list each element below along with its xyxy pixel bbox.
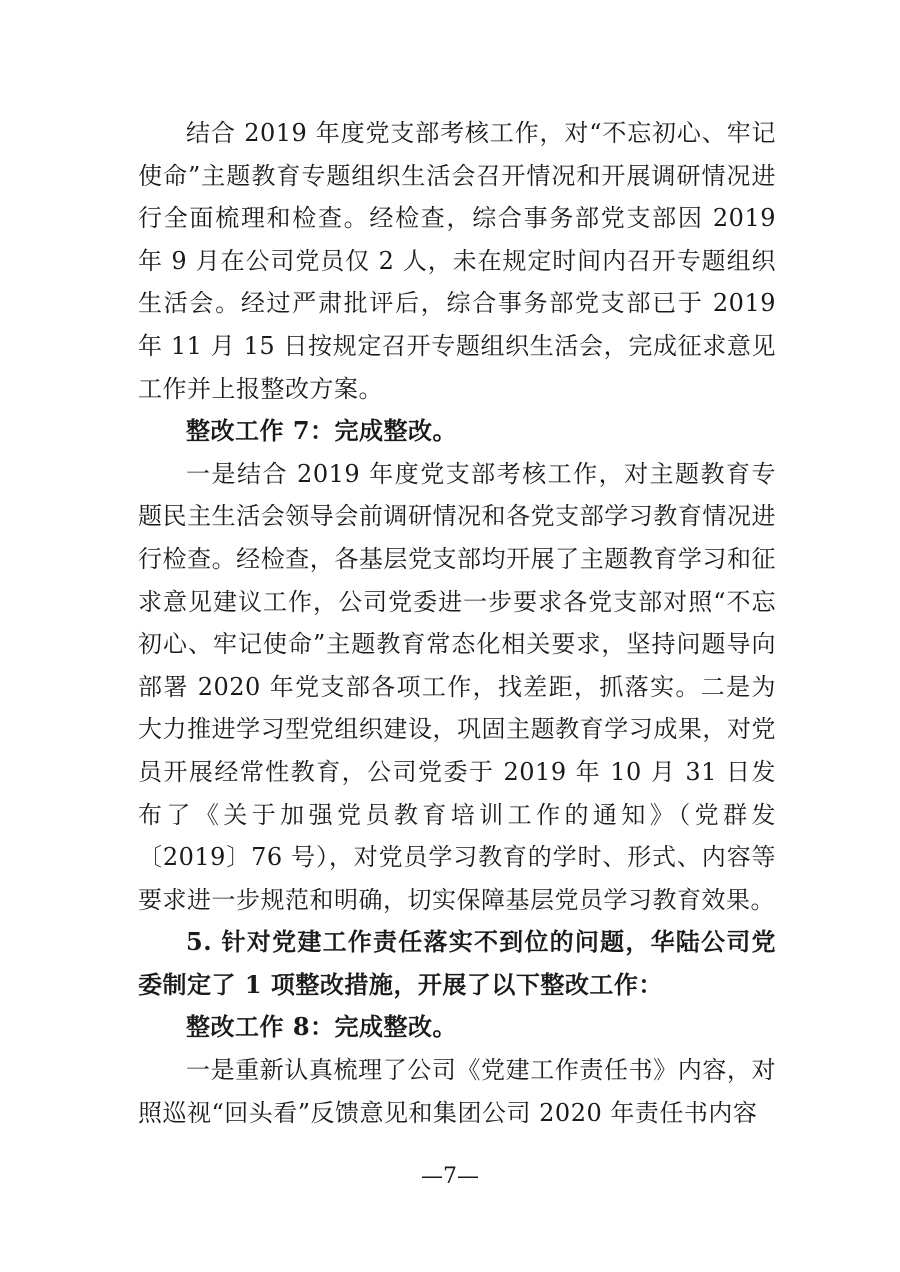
paragraph-inspection-summary: 结合 2019 年度党支部考核工作，对“不忘初心、牢记使命”主题教育专题组织生活会召开情况和开展调研情况进行全面梳理和检查。经检查，综合事务部党支部因 2019 年 9 月在公司党员仅 2 人，未在规定时间内召开专题组织生活会。经过严肃批评后，综合事务部党支部已于 2019 年 11 月 15 日按规定召开专题组织生活会，完成征求意见工作并上报整改方案。 <box>138 119 776 403</box>
document-body <box>138 112 776 1134</box>
heading-rectification-8: 整改工作 8：完成整改。 <box>186 1012 458 1042</box>
heading-rectification-7: 整改工作 7：完成整改。 <box>186 416 458 446</box>
paragraph-rectification-8-detail: 一是重新认真梳理了公司《党建工作责任书》内容，对照巡视“回头看”反馈意见和集团公司 2020 年责任书内容 <box>138 1056 776 1127</box>
paragraph-rectification-7-detail: 一是结合 2019 年度党支部考核工作，对主题教育专题民主生活会领导会前调研情况和各党支部学习教育情况进行检查。经检查，各基层党支部均开展了主题教育学习和征求意见建议工作，公司党委进一步要求各党支部对照“不忘初心、牢记使命”主题教育常态化相关要求，坚持问题导向部署 2020 年党支部各项工作，找差距，抓落实。二是为大力推进学习型党组织建设，巩固主题教育学习成果，对党员开展经常性教育，公司党委于 2019 年 10 月 31 日发布了《关于加强党员教育培训工作的通知》（党群发〔2019〕76 号），对党员学习教育的学时、形式、内容等要求进一步规范和明确，切实保障基层党员学习教育效果。 <box>138 459 776 914</box>
heading-section-5: 5. 针对党建工作责任落实不到位的问题，华陆公司党委制定了 1 项整改措施，开展了以下整改工作： <box>138 927 776 999</box>
page-number: —7— <box>421 1164 479 1189</box>
